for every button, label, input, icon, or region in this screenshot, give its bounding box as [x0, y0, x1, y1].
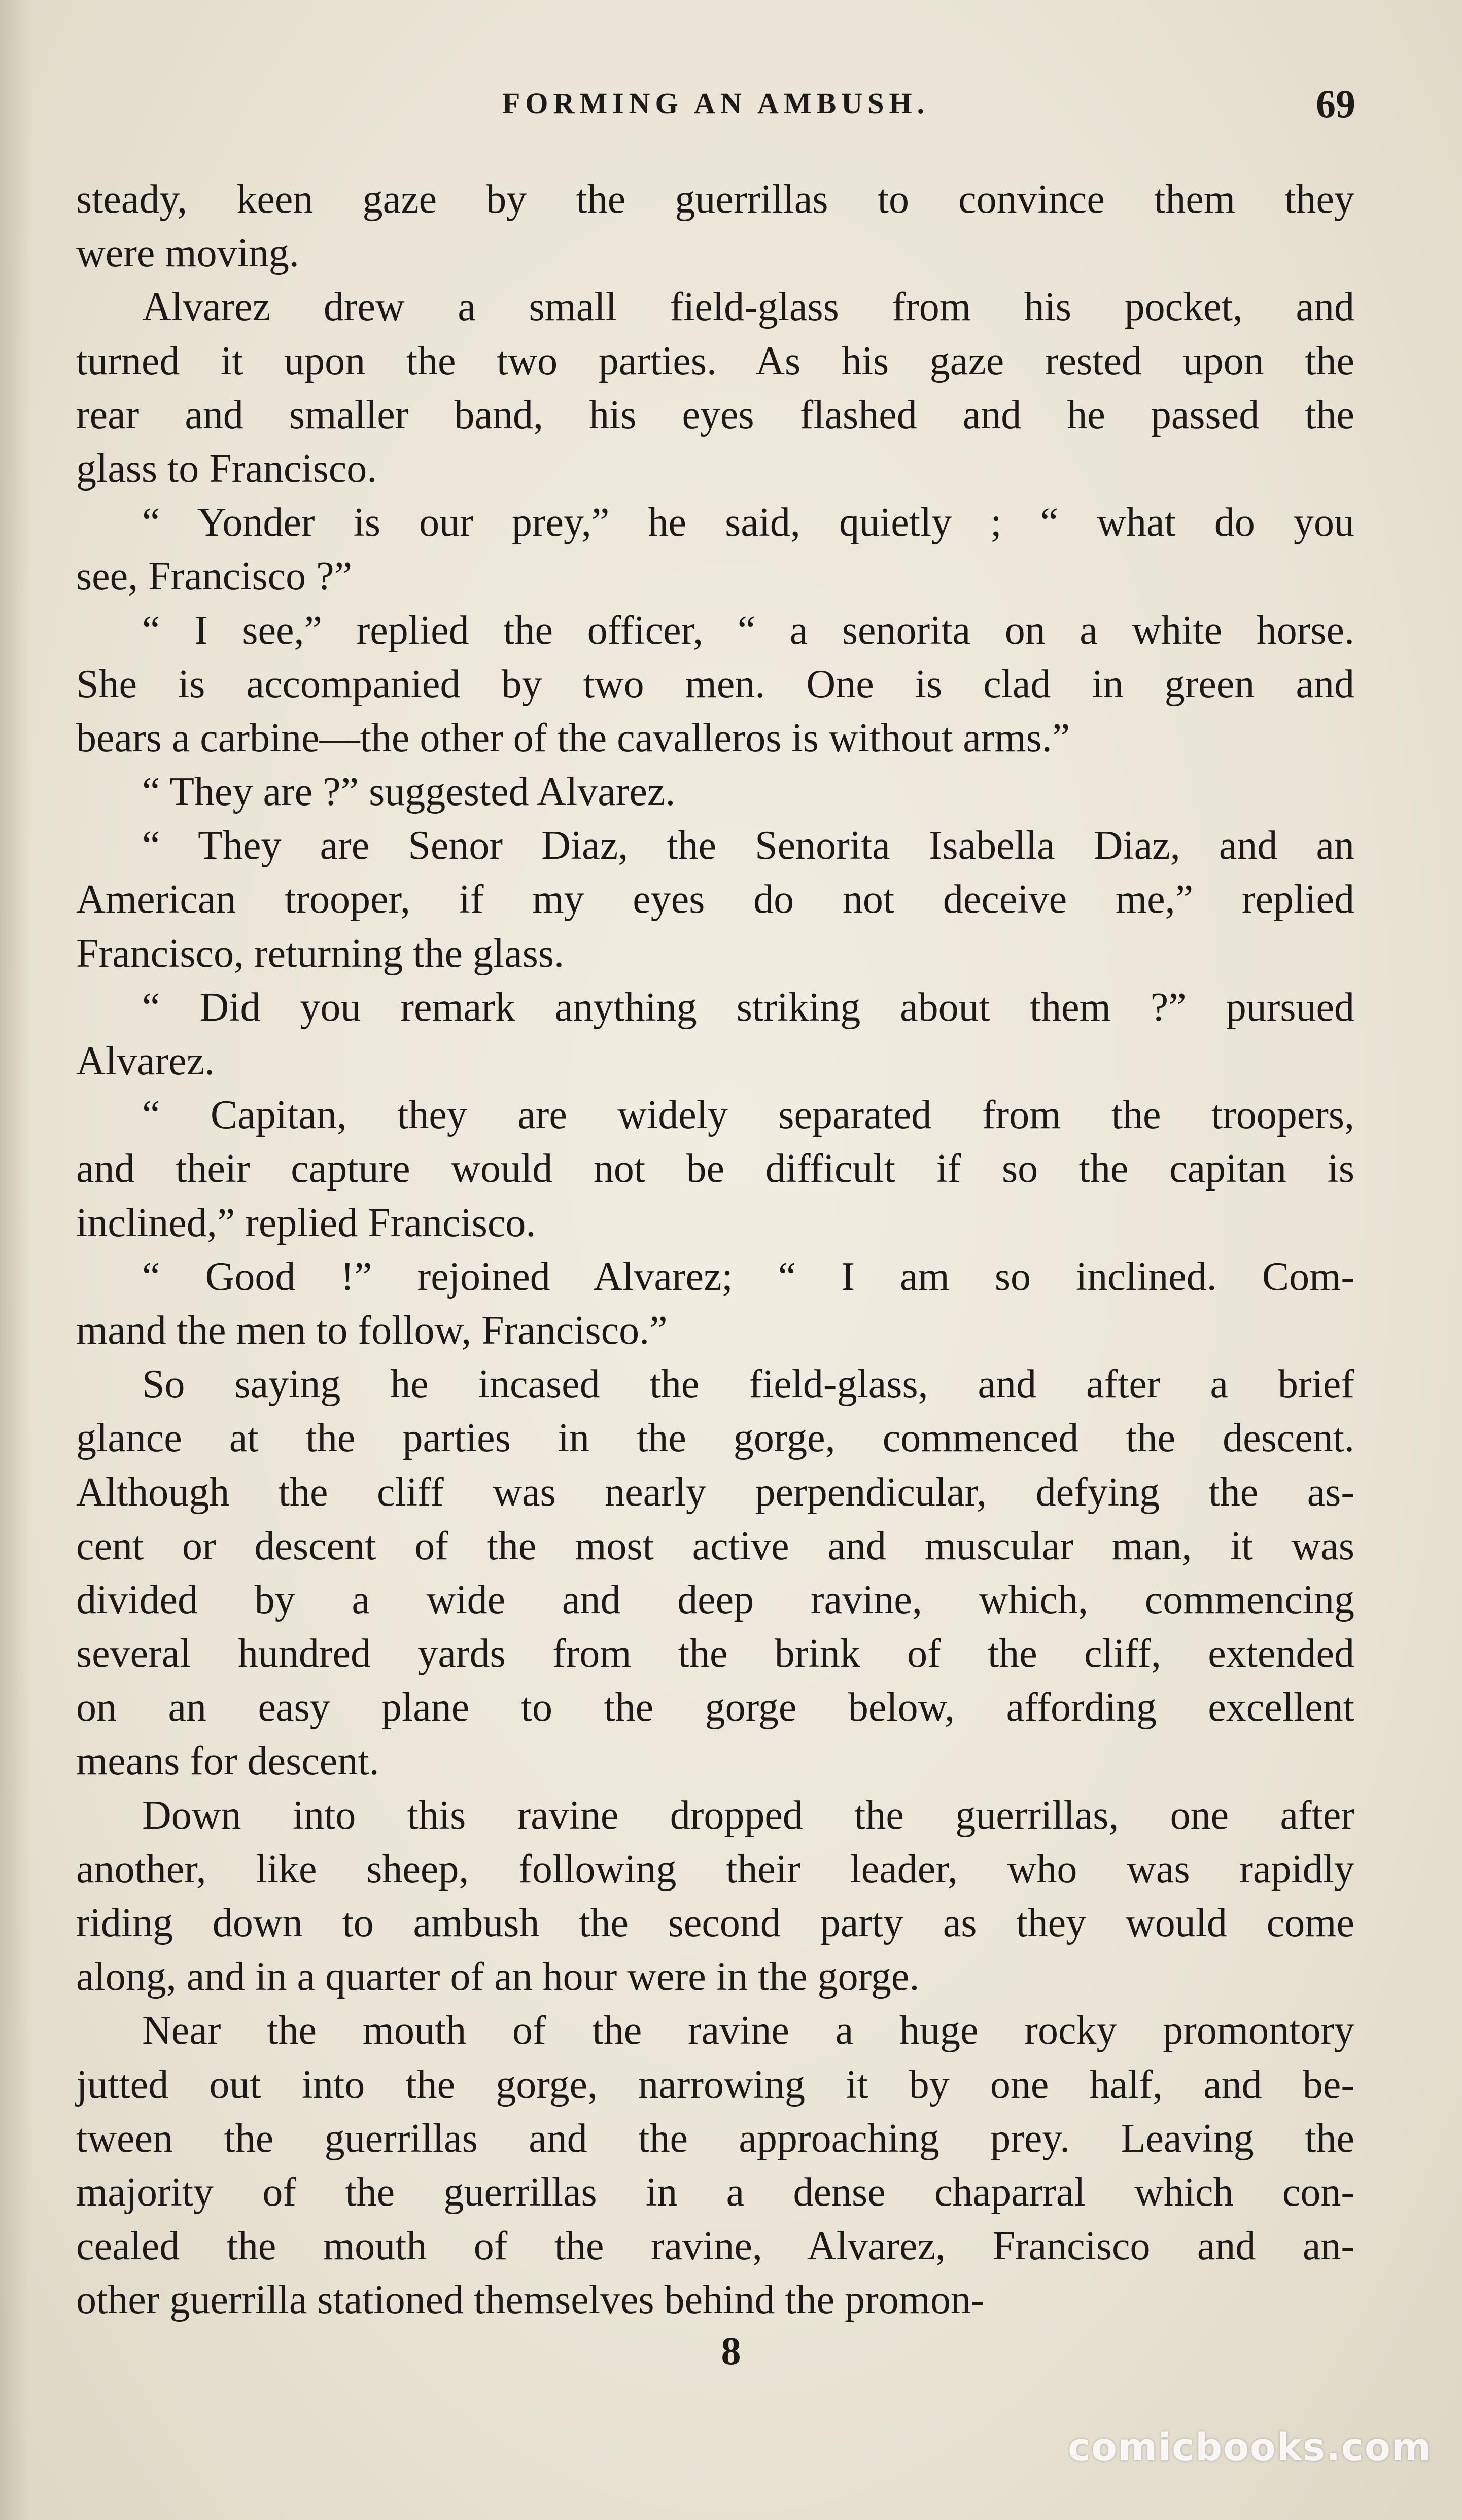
text-line: She is accompanied by two men. One is clad in green and: [76, 661, 1354, 707]
text-line: see, Francisco ?”: [76, 554, 353, 599]
paragraph: [76, 1789, 1354, 2004]
text-line: American trooper, if my eyes do not deceive me,” replied: [76, 877, 1354, 922]
text-line: mand the men to follow, Francisco.”: [76, 1308, 668, 1353]
text-line: inclined,” replied Francisco.: [76, 1200, 536, 1245]
text-line: “ Capitan, they are widely separated from the troopers,: [142, 1093, 1354, 1138]
paragraph: [76, 604, 1354, 765]
page-header: [76, 81, 1355, 137]
text-line: glance at the parties in the gorge, commenced the descent.: [76, 1416, 1354, 1461]
text-line: turned it upon the two parties. As his gaze rested upon the: [76, 338, 1354, 383]
text-line: several hundred yards from the brink of the cliff, extended: [76, 1631, 1354, 1676]
paragraph: [76, 819, 1354, 981]
text-line: Alvarez drew a small field-glass from his pocket, and: [142, 285, 1354, 330]
text-line: Alvarez.: [76, 1039, 215, 1083]
text-line: “ Did you remark anything striking about them ?” pursued: [142, 985, 1354, 1030]
paragraph: [76, 280, 1354, 496]
text-line: majority of the guerrillas in a dense chaparral which con-: [76, 2169, 1354, 2215]
text-line: other guerrilla stationed themselves behind the promon-: [76, 2278, 985, 2323]
text-line: cent or descent of the most active and muscular man, it was: [76, 1523, 1354, 1568]
text-line: Near the mouth of the ravine a huge rocky promontory: [142, 2008, 1354, 2053]
text-line: jutted out into the gorge, narrowing it by one half, and be-: [76, 2062, 1354, 2107]
text-line: along, and in a quarter of an hour were in the gorge.: [76, 1954, 920, 2000]
text-line: glass to Francisco.: [76, 446, 377, 491]
text-line: another, like sheep, following their leader, who was rapidly: [76, 1846, 1354, 1892]
text-line: So saying he incased the field-glass, and after a brief: [142, 1362, 1354, 1407]
text-line: bears a carbine—the other of the cavalleros is without arms.”: [76, 715, 1070, 760]
watermark: comicbooks.com: [1068, 2426, 1432, 2469]
paragraph: [76, 1250, 1354, 1357]
paragraph: [76, 981, 1354, 1088]
paragraph: [76, 1088, 1354, 1250]
page-number: 69: [1316, 82, 1355, 126]
text-line: tween the guerrillas and the approaching prey. Leaving the: [76, 2116, 1354, 2161]
signature-mark: 8: [721, 2329, 741, 2373]
paragraph: [76, 496, 1354, 603]
text-line: divided by a wide and deep ravine, which, commencing: [76, 1577, 1354, 1622]
text-line: means for descent.: [76, 1739, 379, 1784]
text-line: cealed the mouth of the ravine, Alvarez, Francisco and an-: [76, 2224, 1354, 2269]
running-head: FORMING AN AMBUSH.: [502, 87, 930, 120]
text-line: and their capture would not be difficult if so the capitan is: [76, 1146, 1354, 1192]
text-line: “ I see,” replied the officer, “ a senorita on a white horse.: [142, 608, 1354, 653]
text-line: “ Yonder is our prey,” he said, quietly ; “ what do you: [142, 500, 1354, 545]
text-line: riding down to ambush the second party as they would come: [76, 1901, 1354, 1945]
text-line: were moving.: [76, 231, 299, 276]
text-line: “ They are ?” suggested Alvarez.: [142, 769, 676, 815]
paragraph: [76, 172, 1354, 280]
text-line: on an easy plane to the gorge below, affording excellent: [76, 1685, 1354, 1730]
text-line: steady, keen gaze by the guerrillas to convince them they: [76, 177, 1354, 222]
text-line: Although the cliff was nearly perpendicular, defying the as-: [76, 1469, 1354, 1515]
text-line: rear and smaller band, his eyes flashed and he passed the: [76, 392, 1354, 437]
text-line: Down into this ravine dropped the guerrillas, one after: [142, 1793, 1354, 1838]
text-line: Francisco, returning the glass.: [76, 931, 564, 976]
paragraph: [76, 1357, 1354, 1789]
paragraph: [76, 765, 1354, 819]
text-line: “ They are Senor Diaz, the Senorita Isabella Diaz, and an: [142, 823, 1354, 868]
paragraph: [76, 2004, 1354, 2327]
text-line: “ Good !” rejoined Alvarez; “ I am so inclined. Com-: [142, 1254, 1354, 1299]
body-text: [76, 172, 1354, 2327]
